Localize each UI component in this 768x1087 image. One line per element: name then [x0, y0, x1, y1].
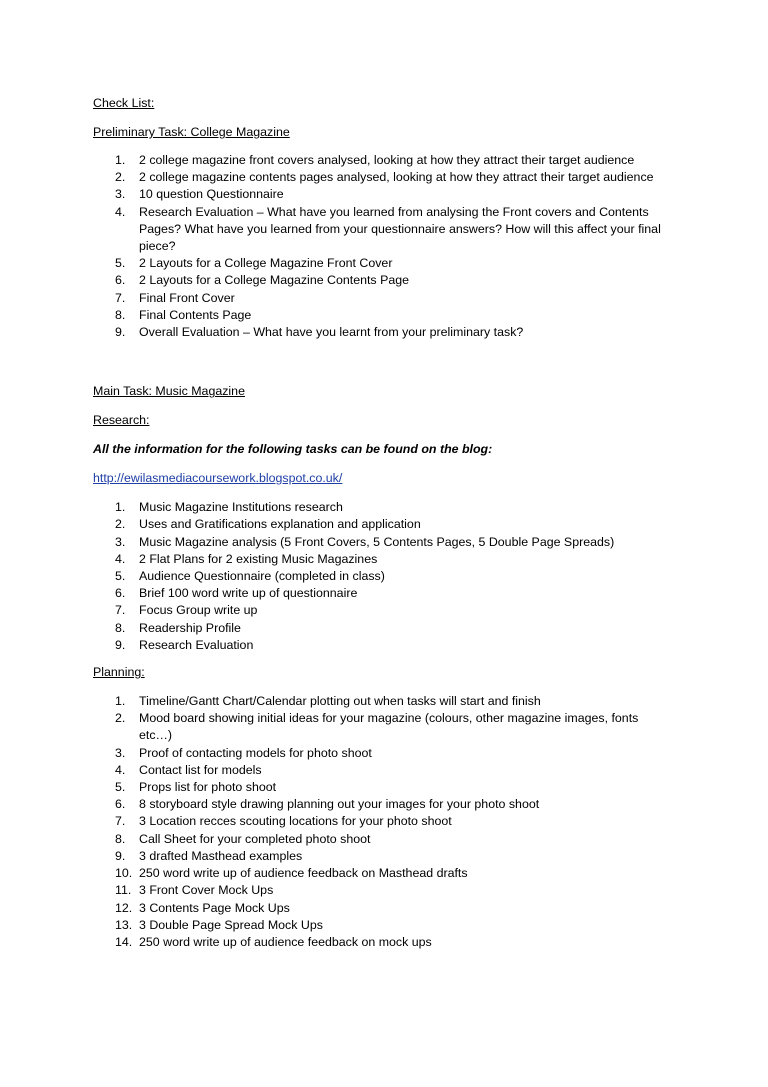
- list-item-text: 3 Contents Page Mock Ups: [139, 900, 290, 915]
- list-item: [93, 637, 669, 654]
- list-item-text: 2 college magazine contents pages analysed, looking at how they attract their target audience: [139, 170, 654, 185]
- list-item-number: 5.: [115, 256, 126, 271]
- list-item-number: 5.: [115, 780, 126, 795]
- list-item: [93, 255, 669, 272]
- list-item-text: Brief 100 word write up of questionnaire: [139, 586, 358, 601]
- list-item-number: 2.: [115, 170, 126, 185]
- research-list: [93, 499, 683, 654]
- list-item-text: 3 drafted Masthead examples: [139, 848, 303, 863]
- list-item-text: 3 Front Cover Mock Ups: [139, 883, 274, 898]
- list-item-number: 8.: [115, 620, 126, 635]
- list-item-text: 3 Double Page Spread Mock Ups: [139, 917, 323, 932]
- list-item-text: 250 word write up of audience feedback on Masthead drafts: [139, 866, 468, 881]
- list-item-number: 4.: [115, 551, 126, 566]
- list-item-number: 11.: [115, 883, 132, 898]
- list-item: [93, 272, 669, 289]
- list-item-text: Proof of contacting models for photo shoot: [139, 745, 372, 760]
- list-item-number: 6.: [115, 586, 126, 601]
- list-item-text: Timeline/Gantt Chart/Calendar plotting out when tasks will start and finish: [139, 694, 541, 709]
- list-item-number: 3.: [115, 187, 126, 202]
- list-item: [93, 534, 669, 551]
- list-item: [93, 900, 669, 917]
- list-item: [93, 516, 669, 533]
- list-item-number: 13.: [115, 917, 133, 932]
- list-item: [93, 745, 669, 762]
- preliminary-heading: Preliminary Task: College Magazine: [93, 125, 290, 139]
- list-item-number: 9.: [115, 848, 126, 863]
- list-item: [93, 568, 669, 585]
- list-item-number: 2.: [115, 711, 126, 726]
- list-item-text: Overall Evaluation – What have you learnt from your preliminary task?: [139, 325, 524, 340]
- planning-heading: Planning:: [93, 665, 145, 680]
- list-item-number: 9.: [115, 637, 126, 652]
- list-item-number: 6.: [115, 273, 126, 288]
- list-item: [93, 710, 669, 744]
- list-item-text: Music Magazine Institutions research: [139, 500, 343, 515]
- list-item: [93, 152, 669, 169]
- list-item: [93, 551, 669, 568]
- list-item: [93, 796, 669, 813]
- list-item-text: Mood board showing initial ideas for your magazine (colours, other magazine images, fonts etc…): [139, 711, 639, 743]
- list-item: [93, 917, 669, 934]
- list-item-number: 8.: [115, 831, 126, 846]
- list-item: [93, 204, 669, 256]
- list-item-text: 2 Layouts for a College Magazine Contents Page: [139, 273, 410, 288]
- preliminary-list: [93, 152, 683, 341]
- list-item-number: 2.: [115, 517, 126, 532]
- list-item-text: Call Sheet for your completed photo shoot: [139, 831, 371, 846]
- research-heading: Research:: [93, 413, 150, 428]
- list-item: [93, 585, 669, 602]
- list-item-number: 1.: [115, 694, 126, 709]
- list-item-number: 7.: [115, 290, 126, 305]
- list-item-number: 9.: [115, 325, 126, 340]
- list-item-number: 10.: [115, 866, 133, 881]
- list-item-text: Props list for photo shoot: [139, 780, 277, 795]
- list-item-number: 7.: [115, 814, 126, 829]
- list-item: [93, 865, 669, 882]
- list-item: [93, 831, 669, 848]
- list-item-text: Readership Profile: [139, 620, 241, 635]
- list-item-text: 2 Flat Plans for 2 existing Music Magazines: [139, 551, 378, 566]
- list-item-text: Music Magazine analysis (5 Front Covers, 5 Contents Pages, 5 Double Page Spreads): [139, 534, 615, 549]
- list-item-text: Research Evaluation – What have you learned from analysing the Front covers and Contents Pages? What have you learned from your questionnaire answers? How will this affect your final piece?: [139, 204, 661, 254]
- list-item-number: 4.: [115, 762, 126, 777]
- list-item-text: Focus Group write up: [139, 603, 258, 618]
- list-item-text: 3 Location recces scouting locations for your photo shoot: [139, 814, 452, 829]
- planning-list: [93, 693, 683, 951]
- list-item-number: 1.: [115, 500, 126, 515]
- list-item: [93, 602, 669, 619]
- list-item-text: Audience Questionnaire (completed in class): [139, 569, 385, 584]
- list-item-text: 10 question Questionnaire: [139, 187, 284, 202]
- list-item: [93, 324, 669, 341]
- list-item-text: Research Evaluation: [139, 637, 254, 652]
- list-item-number: 3.: [115, 745, 126, 760]
- list-item-number: 3.: [115, 534, 126, 549]
- list-item: [93, 307, 669, 324]
- main-task-heading: Main Task: Music Magazine: [93, 384, 245, 399]
- list-item-number: 4.: [115, 204, 126, 219]
- list-item-number: 5.: [115, 569, 126, 584]
- list-item-text: 2 college magazine front covers analysed, looking at how they attract their target audience: [139, 153, 635, 167]
- list-item-text: 8 storyboard style drawing planning out your images for your photo shoot: [139, 797, 540, 812]
- list-item: [93, 620, 669, 637]
- list-item: [93, 169, 669, 186]
- list-item-number: 8.: [115, 307, 126, 322]
- list-item: [93, 290, 669, 307]
- list-item-number: 12.: [115, 900, 133, 915]
- list-item-text: 250 word write up of audience feedback on mock ups: [139, 934, 432, 949]
- list-item: [93, 693, 669, 710]
- list-item: [93, 762, 669, 779]
- list-item-number: 6.: [115, 797, 126, 812]
- list-item-number: 14.: [115, 934, 133, 949]
- list-item-number: 1.: [115, 153, 126, 167]
- blog-note: All the information for the following tasks can be found on the blog:: [93, 442, 493, 457]
- list-item: [93, 848, 669, 865]
- list-item-text: 2 Layouts for a College Magazine Front Cover: [139, 256, 393, 271]
- list-item: [93, 186, 669, 203]
- list-item: [93, 779, 669, 796]
- list-item: [93, 882, 669, 899]
- page-title: Check List:: [93, 96, 155, 110]
- blog-link[interactable]: http://ewilasmediacoursework.blogspot.co.uk/: [93, 471, 343, 486]
- list-item-number: 7.: [115, 603, 126, 618]
- list-item: [93, 934, 669, 951]
- list-item-text: Final Contents Page: [139, 307, 252, 322]
- list-item: [93, 499, 669, 516]
- list-item: [93, 813, 669, 830]
- list-item-text: Uses and Gratifications explanation and application: [139, 517, 421, 532]
- document-page: [93, 95, 683, 951]
- list-item-text: Final Front Cover: [139, 290, 235, 305]
- list-item-text: Contact list for models: [139, 762, 262, 777]
